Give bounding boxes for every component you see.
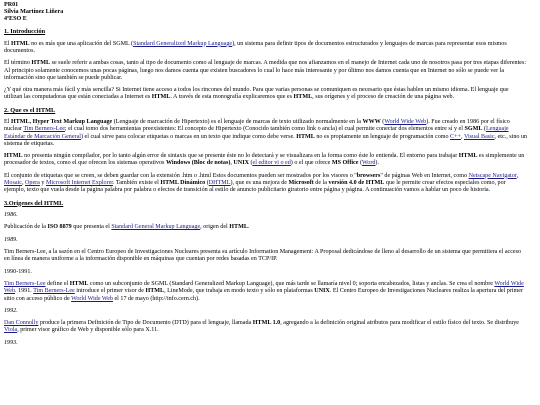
link-world-wide-web-2[interactable]: World Wide Web — [71, 295, 113, 302]
what-paragraph-3: El conjunto de etiquetas que se creen, se deben guardar con la extensión .htm o .html Estos documentos pueden ser mostrados por los visores o "browsers" de páginas Web en Internet, como Netscape Navigator, Mosaic, Opera y Microsoft Internet Explorer. También existe el HTML Dinámico (DHTML), que es una mejora de Microsoft de la versión 4.0 de HTML que le permite crear efectos especiales como, por ejemplo, texto que vuela desde la página palabra por palabra o efectos de transición al estilo de anuncio publicitario giratorio entre página y página. A continuación vamos a hablar un poco de historia. — [4, 172, 519, 194]
link-sgml-standard[interactable]: Standard General Markup Language — [111, 224, 201, 231]
section-title-introduccion: 1. Introducción — [4, 28, 46, 36]
link-www[interactable]: World Wide Web — [384, 119, 427, 126]
what-paragraph-2: HTML no presenta ningún compilador, por lo tanto algún error de sintaxis que se presente éste no lo detectará y se visualizara en la forma como éste lo entienda. El entorno para trabajar HTML es simplemente un procesador de textos, como el que ofrecen los sistemas operativos Windows (Bloc de notas), UNIX (el editor vi o ed) o el que ofrece MS Office (Word). — [4, 153, 525, 167]
paragraph-1992: Dan Connolly produce la primera Definición de Tipo de Documento (DTD) para el lenguaje, llamada HTML 1.0, agregando a la definición original atributos para modificar el estilo físico del texto. Se distribuye Viola, primer visor gráfico de Web y disponible sólo para X.11. — [4, 320, 519, 334]
link-mosaic[interactable]: Mosaic — [4, 179, 22, 186]
intro-paragraph-3: ¿Y qué otra manera más fácil y más sencilla? Si Internet tiene acceso a todos los rincones del mundo. Para que varias personas se comuniquen es necesario que éstas hablen un mismo idioma. El lenguaje que utilizan las computadoras que están conectadas a Internet es HTML. A través de esta monografía explicaremos que es HTML, sus orígenes y el proceso de creación de una página web. — [4, 87, 509, 101]
paragraph-1986: Publicación de la ISO 8879 que presenta el Standard General Markup Language, origen del HTML. — [4, 224, 250, 231]
year-1986: 1986. — [4, 211, 18, 218]
link-world-wide-web[interactable]: World Wide Web — [4, 281, 524, 295]
link-internet-explorer[interactable]: Microsoft Internet Explorer — [45, 179, 113, 186]
header-code: PR01 — [4, 2, 19, 8]
link-tim-berners-lee-2[interactable]: Tim Berners-Lee — [4, 281, 46, 288]
link-lenguaje-estandar[interactable]: Lenguaje Estándar de Marcación General — [4, 126, 509, 140]
header-class: 4ºESO E — [4, 15, 27, 22]
link-tim-berners-lee-3[interactable]: Tim Berners-Lee — [33, 288, 75, 295]
paragraph-1990: Tim Berners-Lee define el HTML como un subconjunto de SGML (Standard Generalized Markup Language), que más tarde se llamaría nivel 0; soporta encabezados, listas y anclas. Se crea el nombre World Wide Web. 1991. Tim Berners-Lee introduce el primer visor de HTML, LineMode, que trabaja en modo texto y sólo en plataformas UNIX. El Centro Europeo de Investigaciones Nucleares realiza la apertura del primer sitio con acceso público de World Wide Web el 17 de mayo (http://info.cern.ch). — [4, 281, 524, 302]
year-1992: 1992. — [4, 307, 18, 314]
what-paragraph-1: El HTML, Hyper Text Markup Language (Lenguaje de marcación de Hipertexto) es el lenguaje de marcas de texto utilizado normalmente en la WWW (World Wide Web). Fue creado en 1986 por el físico nuclear Tim Berners-Lee; el cual tomo dos herramientas preexistentes: El concepto de Hipertexto (Conocido también como link o ancla) el cual permite conectar dos elementos entre sí y el SGML (Lenguaje Estándar de Marcación General) el cual sirve para colocar etiquetas o marcas en un texto que indique como debe verse. HTML no es propiamente un lenguaje de programación como C++, Visual Basic, etc., sino un sistema de etiquetas. — [4, 119, 528, 147]
link-cpp[interactable]: C++ — [450, 133, 461, 140]
link-tim-berners-lee[interactable]: Tim Berners-Lee — [23, 126, 65, 133]
year-1990: 1990-1991. — [4, 268, 32, 275]
section-title-origenes: 3.Origenes del HTML — [4, 199, 64, 207]
link-opera[interactable]: Opera — [25, 179, 40, 186]
link-visual-basic[interactable]: Visual Basic — [463, 133, 495, 140]
intro-paragraph-1: El HTML no es más que una aplicación del SGML (Standard Generalized Markup Language), un sistema para definir tipos de documentos estructurados y lenguajes de marcas para representar esos mismos documentos. — [4, 40, 507, 54]
header-author: Silvia Martínez Liñera — [4, 8, 64, 15]
year-1989: 1989. — [4, 236, 18, 243]
link-netscape[interactable]: Netscape Navigator — [468, 172, 517, 179]
link-editor-vi[interactable]: el editor vi o ed — [252, 160, 291, 167]
link-viola[interactable]: Viola — [4, 327, 18, 334]
paragraph-1989: Tim Berners-Lee, a la sazón en el Centro Europeo de Investigaciones Nucleares presenta su artículo Information Management: A Proposal dedicándose de lleno al desarrollo de un sistema que permitiera el acceso en línea de manera uniforme a la información disponible en máquinas que cuentan por redes basadas en TCP/IP. — [4, 249, 522, 263]
link-sgml[interactable]: Standard Generalized Markup Language — [133, 40, 233, 47]
section-title-que-es-html: 2. Que es el HTML — [4, 106, 56, 114]
link-word[interactable]: Word — [362, 160, 376, 167]
document-header — [4, 2, 528, 22]
year-1993: 1993. — [4, 339, 18, 346]
link-dhtml[interactable]: DHTML — [208, 179, 231, 186]
link-dan-connolly[interactable]: Dan Connolly — [4, 320, 39, 327]
intro-paragraph-2: El término HTML se suele referir a ambas cosas, tanto al tipo de documento como al lenguaje de marcas. A medida que nos afianzamos en el manejo de Internet cada uno de nosotros pasa por tres etapas diferentes: Al principio solamente conocemos unas pocas páginas, luego nos damos cuenta que existen buscadores lo cual lo hace más interesante y por último nos damos cuenta que en Internet no sólo se puede ver la información sino que también se puede publicar. — [4, 60, 527, 81]
